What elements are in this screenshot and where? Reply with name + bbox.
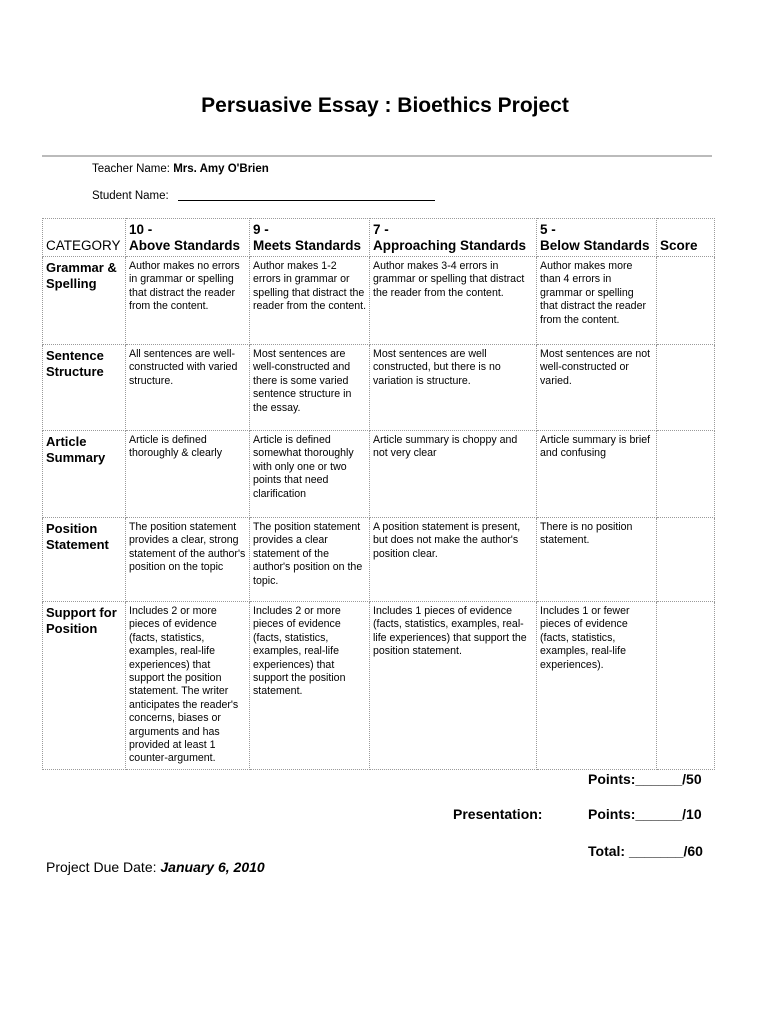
criteria-cell: Article summary is brief and confusing — [537, 431, 657, 518]
due-date-label: Project Due Date: — [46, 859, 157, 875]
rubric-points: Points:______/50 — [588, 771, 702, 787]
criteria-cell: Most sentences are not well-constructed or varied. — [537, 345, 657, 431]
score-cell[interactable] — [657, 431, 715, 518]
score-cell[interactable] — [657, 518, 715, 602]
score-cell[interactable] — [657, 602, 715, 770]
level-label: Meets Standards — [253, 238, 362, 253]
presentation-points: Points:______/10 — [588, 806, 702, 822]
rubric-row — [43, 257, 715, 345]
level-points: 7 - — [373, 222, 389, 237]
teacher-name-line — [92, 163, 269, 175]
rubric-table — [42, 218, 715, 770]
level-header — [537, 219, 657, 257]
criteria-cell: Article summary is choppy and not very clear — [370, 431, 537, 518]
teacher-label: Teacher Name: — [92, 163, 170, 175]
presentation-label: Presentation: — [453, 806, 543, 822]
teacher-name: Mrs. Amy O'Brien — [173, 163, 269, 175]
score-cell[interactable] — [657, 345, 715, 431]
criteria-cell: Author makes 3-4 errors in grammar or spelling that distract the reader from the content. — [370, 257, 537, 345]
criteria-cell: Article is defined somewhat thoroughly with only one or two points that need clarification — [250, 431, 370, 518]
rubric-header-row — [43, 219, 715, 257]
score-cell[interactable] — [657, 257, 715, 345]
row-category: Support for Position — [43, 602, 126, 770]
rubric-row — [43, 602, 715, 770]
level-label: Above Standards — [129, 238, 241, 253]
criteria-cell: There is no position statement. — [537, 518, 657, 602]
row-category: Grammar & Spelling — [43, 257, 126, 345]
criteria-cell: Author makes 1-2 errors in grammar or spelling that distract the reader from the content. — [250, 257, 370, 345]
criteria-cell: All sentences are well-constructed with varied structure. — [126, 345, 250, 431]
student-name-blank — [178, 200, 435, 201]
criteria-cell: Includes 2 or more pieces of evidence (facts, statistics, examples, real-life experiences) that support the position statement. The writer anticipates the reader's concerns, biases or arguments and has provided at least 1 counter-argument. — [126, 602, 250, 770]
level-label: Approaching Standards — [373, 238, 527, 253]
total-points: Total: _______/60 — [588, 843, 703, 859]
criteria-cell: Article is defined thoroughly & clearly — [126, 431, 250, 518]
row-category: Sentence Structure — [43, 345, 126, 431]
rubric-row — [43, 345, 715, 431]
criteria-cell: A position statement is present, but does not make the author's position clear. — [370, 518, 537, 602]
level-header — [126, 219, 250, 257]
criteria-cell: Includes 1 or fewer pieces of evidence (facts, statistics, examples, real-life experiences). — [537, 602, 657, 770]
criteria-cell: Author makes no errors in grammar or spelling that distract the reader from the content. — [126, 257, 250, 345]
criteria-cell: The position statement provides a clear, strong statement of the author's position on the topic — [126, 518, 250, 602]
level-label: Below Standards — [540, 238, 650, 253]
row-category: Article Summary — [43, 431, 126, 518]
level-header — [370, 219, 537, 257]
title-divider — [42, 155, 712, 157]
level-header — [250, 219, 370, 257]
level-points: 9 - — [253, 222, 269, 237]
criteria-cell: Most sentences are well constructed, but there is no variation is structure. — [370, 345, 537, 431]
due-date-line — [46, 859, 265, 875]
level-points: 10 - — [129, 222, 153, 237]
student-name-label: Student Name: — [92, 190, 169, 202]
level-points: 5 - — [540, 222, 556, 237]
rubric-row — [43, 518, 715, 602]
category-header: CATEGORY — [43, 219, 126, 257]
criteria-cell: Includes 2 or more pieces of evidence (facts, statistics, examples, real-life experiences) that support the position statement. — [250, 602, 370, 770]
criteria-cell: Most sentences are well-constructed and there is some varied sentence structure in the essay. — [250, 345, 370, 431]
rubric-row — [43, 431, 715, 518]
criteria-cell: Includes 1 pieces of evidence (facts, statistics, examples, real-life experiences) that support the position statement. — [370, 602, 537, 770]
score-header: Score — [657, 219, 715, 257]
criteria-cell: The position statement provides a clear statement of the author's position on the topic. — [250, 518, 370, 602]
page-title: Persuasive Essay : Bioethics Project — [201, 94, 569, 117]
due-date-value: January 6, 2010 — [160, 859, 265, 875]
criteria-cell: Author makes more than 4 errors in grammar or spelling that distract the reader from the content. — [537, 257, 657, 345]
row-category: Position Statement — [43, 518, 126, 602]
